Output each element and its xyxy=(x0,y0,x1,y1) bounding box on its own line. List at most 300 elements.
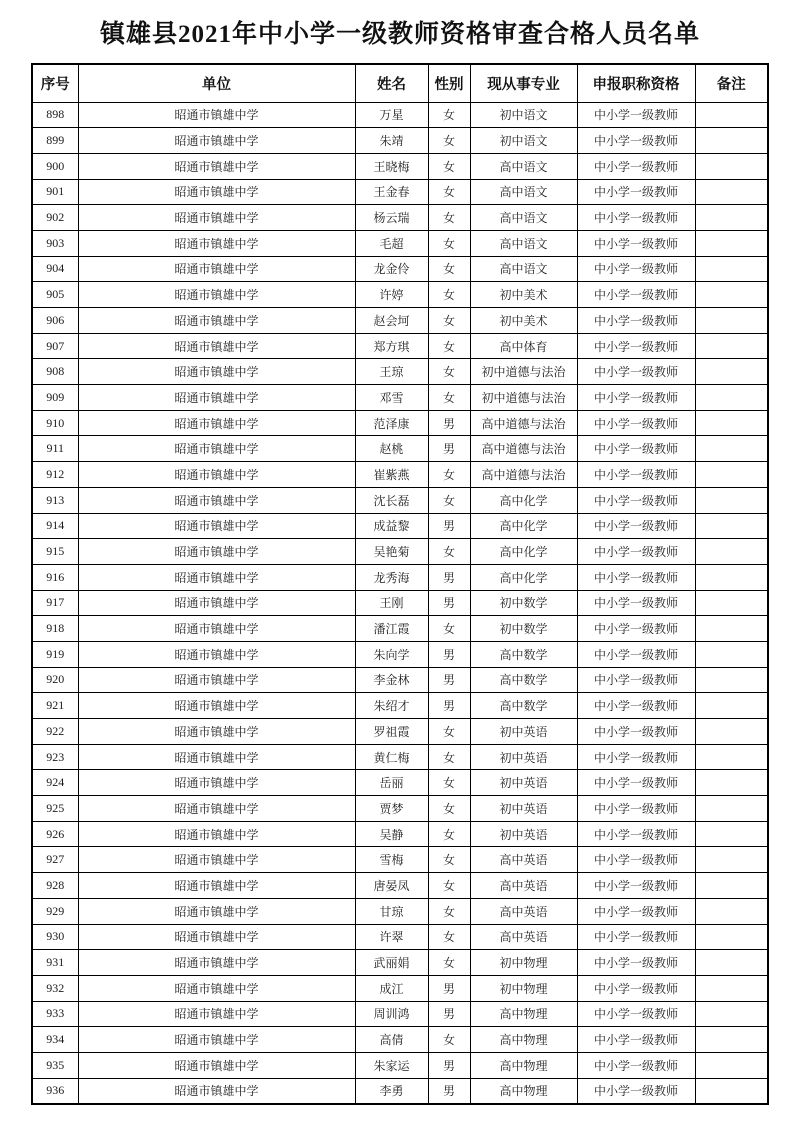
cell-gender: 男 xyxy=(428,564,470,590)
cell-current-major: 高中物理 xyxy=(470,1052,577,1078)
cell-applied-title: 中小学一级教师 xyxy=(577,1052,695,1078)
cell-name: 毛超 xyxy=(355,230,428,256)
cell-remarks xyxy=(695,1027,768,1053)
table-row xyxy=(32,385,768,411)
cell-unit: 昭通市镇雄中学 xyxy=(78,719,355,745)
cell-serial-number: 903 xyxy=(32,230,78,256)
cell-name: 罗祖霞 xyxy=(355,719,428,745)
cell-gender: 女 xyxy=(428,744,470,770)
header-name: 姓名 xyxy=(355,64,428,102)
cell-applied-title: 中小学一级教师 xyxy=(577,487,695,513)
cell-gender: 女 xyxy=(428,950,470,976)
cell-remarks xyxy=(695,333,768,359)
table-row xyxy=(32,128,768,154)
cell-serial-number: 911 xyxy=(32,436,78,462)
cell-unit: 昭通市镇雄中学 xyxy=(78,950,355,976)
cell-remarks xyxy=(695,950,768,976)
cell-name: 朱向学 xyxy=(355,641,428,667)
cell-remarks xyxy=(695,898,768,924)
cell-gender: 女 xyxy=(428,924,470,950)
table-row xyxy=(32,590,768,616)
cell-remarks xyxy=(695,462,768,488)
cell-current-major: 初中数学 xyxy=(470,616,577,642)
cell-serial-number: 927 xyxy=(32,847,78,873)
cell-remarks xyxy=(695,205,768,231)
cell-gender: 女 xyxy=(428,796,470,822)
cell-gender: 女 xyxy=(428,487,470,513)
table-row xyxy=(32,436,768,462)
cell-applied-title: 中小学一级教师 xyxy=(577,462,695,488)
cell-applied-title: 中小学一级教师 xyxy=(577,308,695,334)
cell-gender: 女 xyxy=(428,539,470,565)
table-row xyxy=(32,975,768,1001)
cell-applied-title: 中小学一级教师 xyxy=(577,410,695,436)
cell-applied-title: 中小学一级教师 xyxy=(577,693,695,719)
cell-serial-number: 914 xyxy=(32,513,78,539)
cell-name: 沈长磊 xyxy=(355,487,428,513)
cell-gender: 女 xyxy=(428,282,470,308)
cell-gender: 女 xyxy=(428,102,470,128)
cell-serial-number: 926 xyxy=(32,821,78,847)
table-row xyxy=(32,898,768,924)
table-row xyxy=(32,1027,768,1053)
table-body xyxy=(32,102,768,1104)
cell-serial-number: 899 xyxy=(32,128,78,154)
cell-gender: 女 xyxy=(428,462,470,488)
cell-gender: 女 xyxy=(428,898,470,924)
cell-applied-title: 中小学一级教师 xyxy=(577,590,695,616)
cell-unit: 昭通市镇雄中学 xyxy=(78,308,355,334)
cell-remarks xyxy=(695,744,768,770)
cell-gender: 男 xyxy=(428,667,470,693)
cell-unit: 昭通市镇雄中学 xyxy=(78,744,355,770)
cell-gender: 女 xyxy=(428,359,470,385)
cell-unit: 昭通市镇雄中学 xyxy=(78,821,355,847)
cell-unit: 昭通市镇雄中学 xyxy=(78,1078,355,1104)
cell-unit: 昭通市镇雄中学 xyxy=(78,1027,355,1053)
cell-unit: 昭通市镇雄中学 xyxy=(78,205,355,231)
cell-applied-title: 中小学一级教师 xyxy=(577,128,695,154)
cell-unit: 昭通市镇雄中学 xyxy=(78,462,355,488)
cell-serial-number: 923 xyxy=(32,744,78,770)
cell-remarks xyxy=(695,256,768,282)
cell-current-major: 高中化学 xyxy=(470,487,577,513)
cell-current-major: 高中英语 xyxy=(470,847,577,873)
cell-remarks xyxy=(695,385,768,411)
cell-serial-number: 913 xyxy=(32,487,78,513)
cell-remarks xyxy=(695,719,768,745)
table-row xyxy=(32,487,768,513)
cell-serial-number: 935 xyxy=(32,1052,78,1078)
cell-name: 雪梅 xyxy=(355,847,428,873)
cell-remarks xyxy=(695,975,768,1001)
cell-name: 许婷 xyxy=(355,282,428,308)
cell-unit: 昭通市镇雄中学 xyxy=(78,873,355,899)
cell-unit: 昭通市镇雄中学 xyxy=(78,179,355,205)
table-row xyxy=(32,359,768,385)
cell-remarks xyxy=(695,179,768,205)
cell-remarks xyxy=(695,1078,768,1104)
cell-name: 王金春 xyxy=(355,179,428,205)
cell-current-major: 初中语文 xyxy=(470,102,577,128)
cell-gender: 男 xyxy=(428,410,470,436)
cell-applied-title: 中小学一级教师 xyxy=(577,256,695,282)
table-row xyxy=(32,873,768,899)
cell-applied-title: 中小学一级教师 xyxy=(577,1078,695,1104)
table-row xyxy=(32,847,768,873)
cell-current-major: 高中物理 xyxy=(470,1078,577,1104)
cell-gender: 男 xyxy=(428,436,470,462)
table-row xyxy=(32,539,768,565)
cell-unit: 昭通市镇雄中学 xyxy=(78,667,355,693)
header-serial-number: 序号 xyxy=(32,64,78,102)
cell-gender: 男 xyxy=(428,513,470,539)
cell-current-major: 初中英语 xyxy=(470,719,577,745)
table-row xyxy=(32,462,768,488)
cell-serial-number: 905 xyxy=(32,282,78,308)
cell-current-major: 初中数学 xyxy=(470,590,577,616)
cell-applied-title: 中小学一级教师 xyxy=(577,333,695,359)
cell-applied-title: 中小学一级教师 xyxy=(577,873,695,899)
cell-current-major: 高中数学 xyxy=(470,693,577,719)
cell-remarks xyxy=(695,128,768,154)
cell-applied-title: 中小学一级教师 xyxy=(577,102,695,128)
cell-serial-number: 898 xyxy=(32,102,78,128)
cell-current-major: 高中数学 xyxy=(470,667,577,693)
cell-applied-title: 中小学一级教师 xyxy=(577,539,695,565)
cell-gender: 女 xyxy=(428,308,470,334)
cell-remarks xyxy=(695,667,768,693)
cell-serial-number: 918 xyxy=(32,616,78,642)
cell-current-major: 初中英语 xyxy=(470,770,577,796)
cell-unit: 昭通市镇雄中学 xyxy=(78,359,355,385)
cell-applied-title: 中小学一级教师 xyxy=(577,821,695,847)
cell-applied-title: 中小学一级教师 xyxy=(577,641,695,667)
cell-applied-title: 中小学一级教师 xyxy=(577,1001,695,1027)
table-row xyxy=(32,667,768,693)
header-applied-title: 申报职称资格 xyxy=(577,64,695,102)
cell-current-major: 初中英语 xyxy=(470,821,577,847)
table-row xyxy=(32,770,768,796)
cell-serial-number: 908 xyxy=(32,359,78,385)
cell-gender: 女 xyxy=(428,770,470,796)
cell-serial-number: 912 xyxy=(32,462,78,488)
cell-name: 贾梦 xyxy=(355,796,428,822)
cell-applied-title: 中小学一级教师 xyxy=(577,719,695,745)
cell-serial-number: 915 xyxy=(32,539,78,565)
cell-applied-title: 中小学一级教师 xyxy=(577,564,695,590)
cell-name: 王刚 xyxy=(355,590,428,616)
table-row xyxy=(32,308,768,334)
cell-unit: 昭通市镇雄中学 xyxy=(78,1001,355,1027)
cell-gender: 男 xyxy=(428,590,470,616)
cell-serial-number: 929 xyxy=(32,898,78,924)
cell-remarks xyxy=(695,513,768,539)
cell-serial-number: 907 xyxy=(32,333,78,359)
cell-remarks xyxy=(695,770,768,796)
cell-name: 武丽娟 xyxy=(355,950,428,976)
table-row xyxy=(32,924,768,950)
table-row xyxy=(32,693,768,719)
cell-gender: 女 xyxy=(428,1027,470,1053)
cell-serial-number: 909 xyxy=(32,385,78,411)
table-row xyxy=(32,821,768,847)
cell-gender: 女 xyxy=(428,230,470,256)
cell-current-major: 初中物理 xyxy=(470,975,577,1001)
table-row xyxy=(32,1052,768,1078)
cell-unit: 昭通市镇雄中学 xyxy=(78,641,355,667)
table-row xyxy=(32,153,768,179)
cell-unit: 昭通市镇雄中学 xyxy=(78,693,355,719)
table-row xyxy=(32,719,768,745)
cell-unit: 昭通市镇雄中学 xyxy=(78,796,355,822)
cell-current-major: 高中语文 xyxy=(470,179,577,205)
cell-current-major: 高中英语 xyxy=(470,924,577,950)
cell-current-major: 高中道德与法治 xyxy=(470,462,577,488)
header-row xyxy=(32,64,768,102)
table-row xyxy=(32,641,768,667)
table-row xyxy=(32,950,768,976)
cell-unit: 昭通市镇雄中学 xyxy=(78,230,355,256)
cell-current-major: 初中英语 xyxy=(470,744,577,770)
cell-serial-number: 930 xyxy=(32,924,78,950)
cell-unit: 昭通市镇雄中学 xyxy=(78,102,355,128)
cell-gender: 女 xyxy=(428,821,470,847)
cell-applied-title: 中小学一级教师 xyxy=(577,153,695,179)
cell-gender: 女 xyxy=(428,153,470,179)
cell-applied-title: 中小学一级教师 xyxy=(577,436,695,462)
cell-unit: 昭通市镇雄中学 xyxy=(78,256,355,282)
cell-name: 王琼 xyxy=(355,359,428,385)
header-unit: 单位 xyxy=(78,64,355,102)
cell-name: 崔紫燕 xyxy=(355,462,428,488)
cell-name: 成江 xyxy=(355,975,428,1001)
cell-remarks xyxy=(695,410,768,436)
cell-applied-title: 中小学一级教师 xyxy=(577,744,695,770)
cell-name: 郑方琪 xyxy=(355,333,428,359)
cell-gender: 女 xyxy=(428,385,470,411)
cell-current-major: 高中英语 xyxy=(470,873,577,899)
cell-gender: 女 xyxy=(428,179,470,205)
cell-unit: 昭通市镇雄中学 xyxy=(78,153,355,179)
cell-applied-title: 中小学一级教师 xyxy=(577,898,695,924)
cell-unit: 昭通市镇雄中学 xyxy=(78,436,355,462)
cell-applied-title: 中小学一级教师 xyxy=(577,282,695,308)
cell-name: 朱家运 xyxy=(355,1052,428,1078)
table-row xyxy=(32,333,768,359)
cell-gender: 男 xyxy=(428,1078,470,1104)
cell-gender: 女 xyxy=(428,873,470,899)
cell-remarks xyxy=(695,641,768,667)
cell-remarks xyxy=(695,230,768,256)
cell-unit: 昭通市镇雄中学 xyxy=(78,513,355,539)
cell-name: 朱靖 xyxy=(355,128,428,154)
cell-name: 赵桃 xyxy=(355,436,428,462)
cell-name: 周训鸿 xyxy=(355,1001,428,1027)
cell-applied-title: 中小学一级教师 xyxy=(577,230,695,256)
cell-name: 甘琼 xyxy=(355,898,428,924)
cell-remarks xyxy=(695,102,768,128)
cell-remarks xyxy=(695,436,768,462)
cell-remarks xyxy=(695,847,768,873)
cell-unit: 昭通市镇雄中学 xyxy=(78,128,355,154)
cell-applied-title: 中小学一级教师 xyxy=(577,1027,695,1053)
cell-gender: 女 xyxy=(428,256,470,282)
cell-name: 李金林 xyxy=(355,667,428,693)
cell-remarks xyxy=(695,282,768,308)
cell-serial-number: 932 xyxy=(32,975,78,1001)
cell-gender: 女 xyxy=(428,205,470,231)
cell-gender: 女 xyxy=(428,333,470,359)
cell-gender: 男 xyxy=(428,641,470,667)
cell-name: 潘江霞 xyxy=(355,616,428,642)
cell-applied-title: 中小学一级教师 xyxy=(577,950,695,976)
cell-current-major: 高中道德与法治 xyxy=(470,410,577,436)
cell-name: 王晓梅 xyxy=(355,153,428,179)
cell-current-major: 高中道德与法治 xyxy=(470,436,577,462)
cell-current-major: 初中美术 xyxy=(470,282,577,308)
cell-unit: 昭通市镇雄中学 xyxy=(78,770,355,796)
cell-name: 唐晏凤 xyxy=(355,873,428,899)
cell-name: 朱绍才 xyxy=(355,693,428,719)
cell-remarks xyxy=(695,539,768,565)
cell-applied-title: 中小学一级教师 xyxy=(577,796,695,822)
table-row xyxy=(32,616,768,642)
cell-name: 范泽康 xyxy=(355,410,428,436)
cell-unit: 昭通市镇雄中学 xyxy=(78,333,355,359)
cell-applied-title: 中小学一级教师 xyxy=(577,924,695,950)
cell-current-major: 高中数学 xyxy=(470,641,577,667)
table-header xyxy=(32,64,768,102)
table-row xyxy=(32,1001,768,1027)
cell-current-major: 高中体育 xyxy=(470,333,577,359)
cell-remarks xyxy=(695,487,768,513)
cell-current-major: 高中语文 xyxy=(470,153,577,179)
cell-remarks xyxy=(695,359,768,385)
cell-unit: 昭通市镇雄中学 xyxy=(78,1052,355,1078)
cell-gender: 女 xyxy=(428,128,470,154)
cell-current-major: 高中语文 xyxy=(470,230,577,256)
cell-gender: 女 xyxy=(428,719,470,745)
cell-applied-title: 中小学一级教师 xyxy=(577,205,695,231)
cell-serial-number: 916 xyxy=(32,564,78,590)
table-row xyxy=(32,230,768,256)
cell-unit: 昭通市镇雄中学 xyxy=(78,975,355,1001)
cell-name: 许翠 xyxy=(355,924,428,950)
cell-applied-title: 中小学一级教师 xyxy=(577,616,695,642)
cell-applied-title: 中小学一级教师 xyxy=(577,975,695,1001)
cell-current-major: 高中物理 xyxy=(470,1001,577,1027)
cell-unit: 昭通市镇雄中学 xyxy=(78,590,355,616)
cell-unit: 昭通市镇雄中学 xyxy=(78,898,355,924)
cell-name: 黄仁梅 xyxy=(355,744,428,770)
cell-serial-number: 924 xyxy=(32,770,78,796)
table-row xyxy=(32,102,768,128)
cell-remarks xyxy=(695,693,768,719)
cell-remarks xyxy=(695,924,768,950)
cell-current-major: 高中语文 xyxy=(470,256,577,282)
cell-current-major: 初中道德与法治 xyxy=(470,385,577,411)
cell-serial-number: 920 xyxy=(32,667,78,693)
table-row xyxy=(32,513,768,539)
cell-remarks xyxy=(695,564,768,590)
cell-current-major: 高中物理 xyxy=(470,1027,577,1053)
cell-remarks xyxy=(695,590,768,616)
cell-current-major: 初中道德与法治 xyxy=(470,359,577,385)
cell-gender: 男 xyxy=(428,693,470,719)
cell-serial-number: 904 xyxy=(32,256,78,282)
cell-serial-number: 933 xyxy=(32,1001,78,1027)
table-row xyxy=(32,564,768,590)
cell-unit: 昭通市镇雄中学 xyxy=(78,410,355,436)
table-row xyxy=(32,282,768,308)
cell-serial-number: 931 xyxy=(32,950,78,976)
table-row xyxy=(32,744,768,770)
cell-unit: 昭通市镇雄中学 xyxy=(78,282,355,308)
cell-remarks xyxy=(695,1001,768,1027)
cell-name: 吴艳菊 xyxy=(355,539,428,565)
cell-serial-number: 900 xyxy=(32,153,78,179)
cell-current-major: 初中物理 xyxy=(470,950,577,976)
cell-remarks xyxy=(695,873,768,899)
cell-unit: 昭通市镇雄中学 xyxy=(78,924,355,950)
cell-serial-number: 917 xyxy=(32,590,78,616)
cell-current-major: 初中英语 xyxy=(470,796,577,822)
header-current-major: 现从事专业 xyxy=(470,64,577,102)
cell-current-major: 高中化学 xyxy=(470,513,577,539)
cell-unit: 昭通市镇雄中学 xyxy=(78,616,355,642)
cell-serial-number: 934 xyxy=(32,1027,78,1053)
cell-gender: 男 xyxy=(428,1052,470,1078)
cell-unit: 昭通市镇雄中学 xyxy=(78,487,355,513)
cell-gender: 女 xyxy=(428,616,470,642)
cell-applied-title: 中小学一级教师 xyxy=(577,385,695,411)
cell-gender: 女 xyxy=(428,847,470,873)
cell-applied-title: 中小学一级教师 xyxy=(577,513,695,539)
cell-current-major: 初中美术 xyxy=(470,308,577,334)
cell-remarks xyxy=(695,821,768,847)
cell-serial-number: 921 xyxy=(32,693,78,719)
cell-serial-number: 919 xyxy=(32,641,78,667)
cell-serial-number: 906 xyxy=(32,308,78,334)
table-row xyxy=(32,796,768,822)
table-row xyxy=(32,410,768,436)
cell-applied-title: 中小学一级教师 xyxy=(577,359,695,385)
header-remarks: 备注 xyxy=(695,64,768,102)
teacher-roster-table xyxy=(31,63,769,1105)
cell-name: 高倩 xyxy=(355,1027,428,1053)
table-row xyxy=(32,179,768,205)
cell-remarks xyxy=(695,1052,768,1078)
cell-serial-number: 902 xyxy=(32,205,78,231)
table-row xyxy=(32,1078,768,1104)
cell-current-major: 初中语文 xyxy=(470,128,577,154)
table-row xyxy=(32,256,768,282)
header-gender: 性别 xyxy=(428,64,470,102)
cell-serial-number: 910 xyxy=(32,410,78,436)
cell-name: 成益黎 xyxy=(355,513,428,539)
cell-current-major: 高中化学 xyxy=(470,539,577,565)
cell-serial-number: 936 xyxy=(32,1078,78,1104)
cell-unit: 昭通市镇雄中学 xyxy=(78,564,355,590)
cell-serial-number: 922 xyxy=(32,719,78,745)
cell-gender: 男 xyxy=(428,975,470,1001)
cell-serial-number: 928 xyxy=(32,873,78,899)
cell-serial-number: 901 xyxy=(32,179,78,205)
cell-name: 龙秀海 xyxy=(355,564,428,590)
table-row xyxy=(32,205,768,231)
cell-name: 邓雪 xyxy=(355,385,428,411)
